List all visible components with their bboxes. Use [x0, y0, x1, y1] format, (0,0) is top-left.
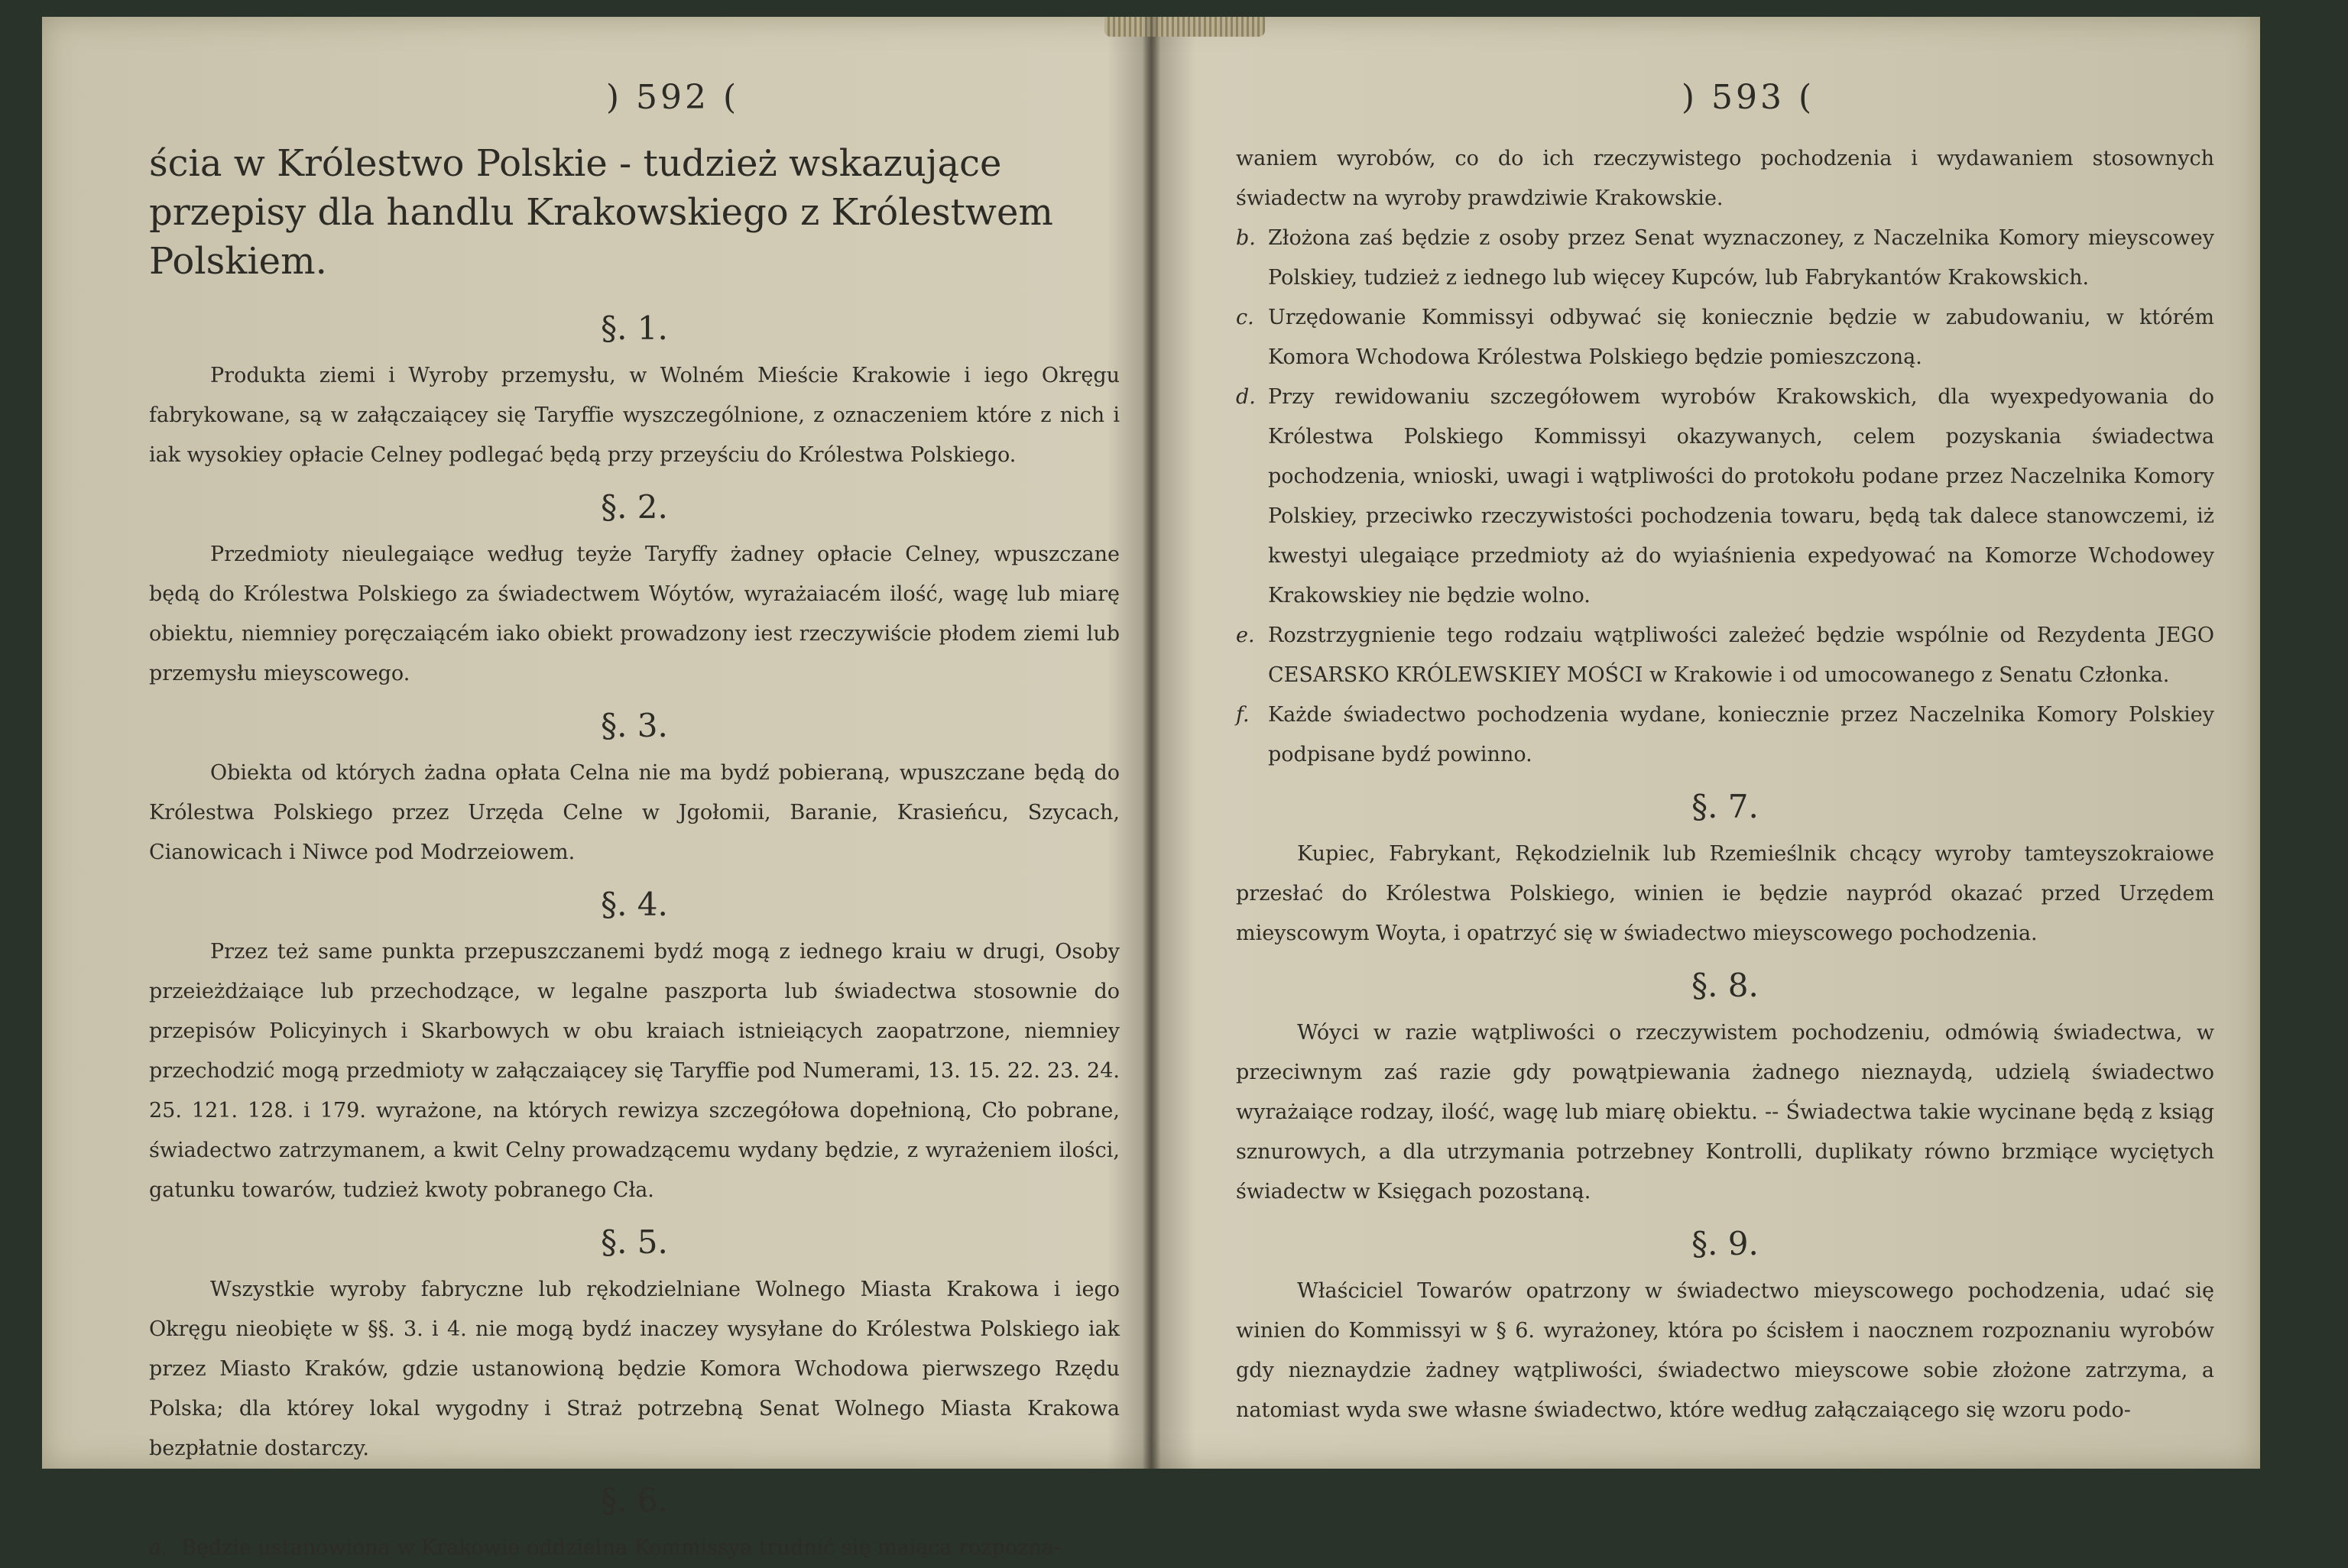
item-text: Będzie ustanowiona w Krakowie oddzielna Kommissya trudnić się maiąca rozpozna-: [181, 1536, 1061, 1560]
section-mark: §. 3.: [601, 707, 668, 744]
list-item: [149, 1528, 1120, 1568]
section-mark: §. 2.: [601, 488, 668, 526]
list-item: [1236, 616, 2214, 695]
item-text: Przy rewidowaniu szczegółowem wyrobów Krakowskich, dla wyexpedyowania do Królestwa Polskiego Kommissyi okazywanych, celem pozyskania świadectwa pochodzenia, wnioski, uwagi i wątpliwości do protokołu podane przez Naczelnika Komory Polskiey, przeciwko rzeczywistości pochodzenia towaru, będą tak dalece stanowczemi, iż kwestyi ulegaiące przedmioty aż do wyiaśnienia expedyować na Komorze Wchodowey Krakowskiey nie będzie wolno.: [1268, 385, 2214, 607]
document-heading: ścia w Królestwo Polskie - tudzież wskazujące przepisy dla handlu Krakowskiego z Królestwem Polskiem.: [149, 142, 1053, 283]
item-text: Każde świadectwo pochodzenia wydane, koniecznie przez Naczelnika Komory Polskiey podpisane bydź powinno.: [1268, 703, 2214, 766]
book-spread: [42, 17, 2260, 1560]
item-letter: e.: [1236, 624, 1255, 647]
paragraph: Właściciel Towarów opatrzony w świadectwo mieyscowego pochodzenia, udać się winien do Kommissyi w § 6. wyrażoney, która po ścisłem i naocznem rozpoznaniu wyrobów gdy nieznaydzie żadney wątpliwości, świadectwo mieyscowe sobie złożone zatrzyma, a natomiast wyda swe własne świadectwo, które według załączaiącego się wzoru podo-: [1236, 1279, 2214, 1422]
item-text: Urzędowanie Kommissyi odbywać się koniecznie będzie w zabudowaniu, w którém Komora Wchodowa Królestwa Polskiego będzie pomieszczoną.: [1268, 306, 2214, 369]
section-mark: §. 1.: [601, 309, 668, 347]
paragraph: waniem wyrobów, co do ich rzeczywistego pochodzenia i wydawaniem stosownych świadectw na wyroby prawdziwie Krakowskie.: [1236, 147, 2214, 210]
section-mark: §. 6.: [601, 1482, 668, 1519]
list-item: [1236, 219, 2214, 298]
item-text: Złożona zaś będzie z osoby przez Senat wyznaczoney, z Naczelnika Komory mieyscowey Polskiey, tudzież z iednego lub więcey Kupców, lub Fabrykantów Krakowskich.: [1268, 226, 2214, 290]
paragraph: Wóyci w razie wątpliwości o rzeczywistem pochodzeniu, odmówią świadectwa, w przeciwnym zaś razie gdy powątpiewania żadnego nieznaydą, udzielą świadectwo wyrażaiące rodzay, ilość, wagę lub miarę obiektu. -- Świadectwa takie wycinane będą z ksiąg sznurowych, a dla utrzymania potrzebney Kontrolli, duplikaty równo brzmiące wyciętych świadectw w Księgach pozostaną.: [1236, 1021, 2214, 1204]
section-mark: §. 8.: [1691, 967, 1759, 1004]
paragraph: Obiekta od których żadna opłata Celna nie ma bydź pobieraną, wpuszczane będą do Królestwa Polskiego przez Urzęda Celne w Jgołomii, Baranie, Krasieńcu, Szycach, Cianowicach i Niwce pod Modrzeiowem.: [149, 761, 1120, 864]
item-letter: d.: [1236, 385, 1256, 409]
section-mark: §. 9.: [1691, 1225, 1759, 1262]
page-number: ) 592 (: [605, 78, 740, 117]
section-mark: §. 5.: [601, 1223, 668, 1261]
right-page: [1152, 17, 2260, 1469]
item-letter: b.: [1236, 226, 1256, 250]
item-text: Rozstrzygnienie tego rodzaiu wątpliwości zależeć będzie wspólnie od Rezydenta JEGO CESARSKO KRÓLEWSKIEY MOŚCI w Krakowie i od umocowanego z Senatu Członka.: [1268, 624, 2214, 687]
paragraph: Kupiec, Fabrykant, Rękodzielnik lub Rzemieślnik chcący wyroby tamteyszokraiowe przesłać do Królestwa Polskiego, winien ie będzie naypród okazać przed Urzędem mieyscowym Woyta, i opatrzyć się w świadectwo mieyscowego pochodzenia.: [1236, 842, 2214, 945]
section-mark: §. 4.: [601, 886, 668, 923]
section-mark: §. 7.: [1691, 788, 1759, 825]
paragraph: Przedmioty nieulegaiące według teyże Taryffy żadney opłacie Celney, wpuszczane będą do Królestwa Polskiego za świadectwem Wóytów, wyrażaiacém ilość, wagę lub miarę obiektu, niemniey poręczaiącém iako obiekt prowadzony iest rzeczywiście płodem ziemi lub przemysłu mieyscowego.: [149, 543, 1120, 685]
paragraph: Przez też same punkta przepuszczanemi bydź mogą z iednego kraiu w drugi, Osoby przeieżdżaiące lub przechodzące, w legalne paszporta lub świadectwa stosownie do przepisów Policyinych i Skarbowych w obu kraiach istnieiących zaopatrzone, niemniey przechodzić mogą przedmioty w załączaiącey się Taryffie pod Numerami, 13. 15. 22. 23. 24. 25. 121. 128. i 179. wyrażone, na których rewizya szczegółowa dopełnioną, Cło pobrane, świadectwo zatrzymanem, a kwit Celny prowadzącemu wydany będzie, z wyrażeniem ilości, gatunku towarów, tudzież kwoty pobranego Cła.: [149, 940, 1120, 1202]
paragraph: Wszystkie wyroby fabryczne lub rękodzielniane Wolnego Miasta Krakowa i iego Okręgu nieobięte w §§. 3. i 4. nie mogą bydź inaczey wysyłane do Królestwa Polskiego iak przez Miasto Kraków, gdzie ustanowioną będzie Komora Wchodowa pierwszego Rzędu Polska; dla którey lokal wygodny i Straż potrzebną Senat Wolnego Miasta Krakowa bezpłatnie dostarczy.: [149, 1278, 1120, 1460]
item-letter: a.: [149, 1536, 168, 1560]
item-letter: f.: [1236, 703, 1250, 727]
left-page: [42, 17, 1150, 1560]
list-item: [1236, 298, 2214, 377]
list-item: [1236, 695, 2214, 775]
paragraph: Produkta ziemi i Wyroby przemysłu, w Wolném Mieście Krakowie i iego Okręgu fabrykowane, są w załączaiącey się Taryffie wyszczególnione, z oznaczeniem które z nich i iak wysokiey opłacie Celney podlegać będą przy przeyściu do Królestwa Polskiego.: [149, 364, 1120, 467]
item-letter: c.: [1236, 306, 1254, 329]
list-item: [1236, 377, 2214, 616]
page-number: ) 593 (: [1681, 78, 1815, 117]
